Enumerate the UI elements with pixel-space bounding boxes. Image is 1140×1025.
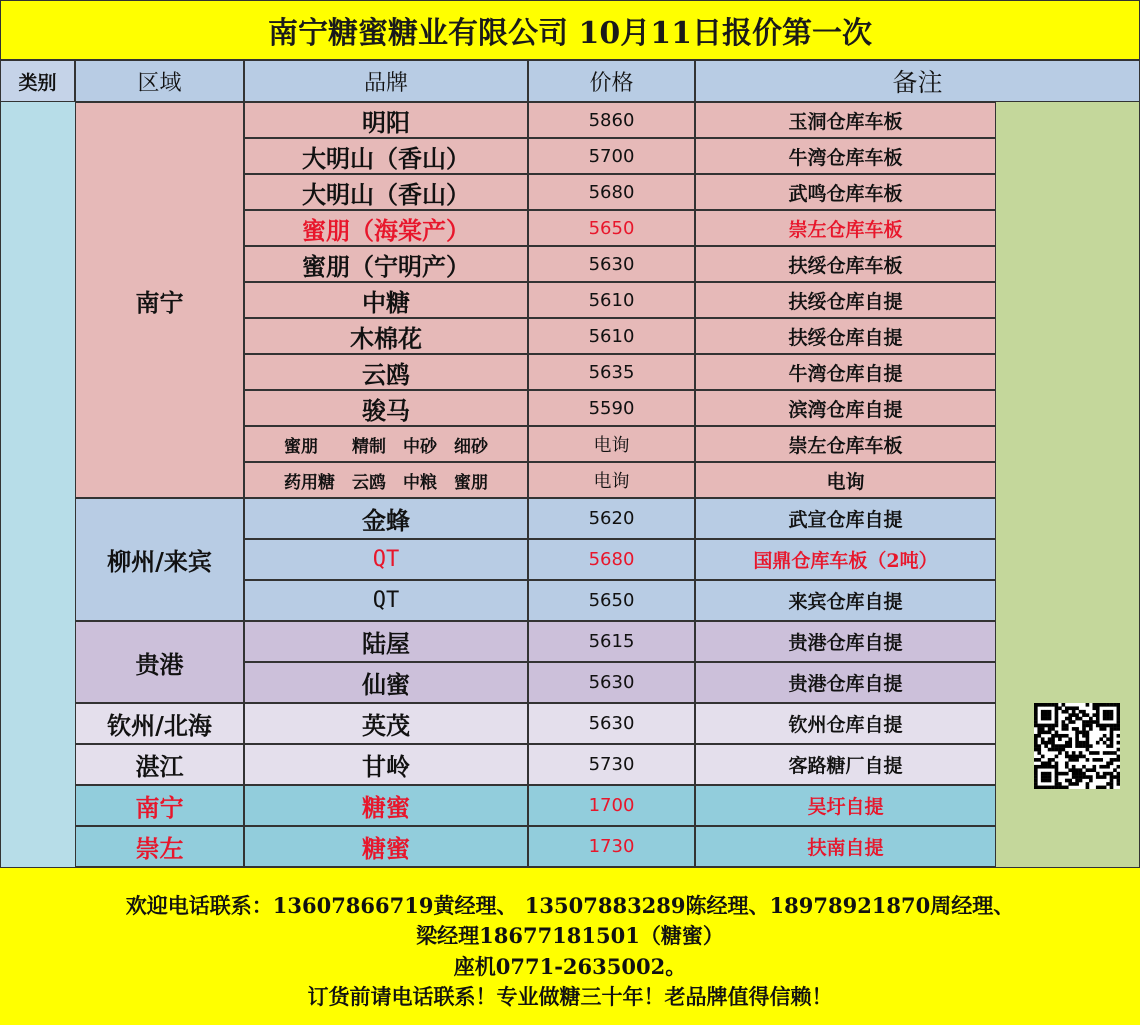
contact-footer xyxy=(0,867,1140,1025)
brand-cell: 陆屋 xyxy=(244,621,528,662)
header-note: 备注 xyxy=(695,60,1140,102)
note-cell: 电询 xyxy=(695,462,996,498)
brand-cell: 云鸥 xyxy=(244,354,528,390)
brand-cell: QT xyxy=(244,539,528,580)
price-cell: 5680 xyxy=(528,539,695,580)
price-cell: 5700 xyxy=(528,138,695,174)
contact-phones: 欢迎电话联系：13607866719黄经理、 13507883289陈经理、18978921870周经理、 xyxy=(125,893,1015,918)
brand-cell: 甘岭 xyxy=(244,744,528,785)
note-cell: 贵港仓库自提 xyxy=(695,662,996,703)
note-cell: 玉洞仓库车板 xyxy=(695,102,996,138)
price-cell: 电询 xyxy=(528,462,695,498)
brand-cell: 糖蜜 xyxy=(244,826,528,867)
price-cell: 5730 xyxy=(528,744,695,785)
header-brand: 品牌 xyxy=(244,60,528,102)
brand-cell: 大明山（香山） xyxy=(244,138,528,174)
qr-code-icon xyxy=(1034,703,1120,789)
price-cell: 5630 xyxy=(528,703,695,744)
slogan: 订货前请电话联系！专业做糖三十年！老品牌值得信赖！ xyxy=(307,984,833,1009)
note-cell: 扶绥仓库车板 xyxy=(695,246,996,282)
note-cell: 国鼎仓库车板（2吨） xyxy=(695,539,996,580)
price-cell: 5615 xyxy=(528,621,695,662)
brand-cell: 大明山（香山） xyxy=(244,174,528,210)
header-category: 类别 xyxy=(0,60,75,102)
page-title: 南宁糖蜜糖业有限公司 10月11日报价第一次 xyxy=(0,0,1140,60)
region-cell: 南宁 xyxy=(75,102,244,498)
region-cell: 柳州/来宾 xyxy=(75,498,244,621)
brand-cell: 蜜朋（海棠产） xyxy=(244,210,528,246)
price-cell: 5860 xyxy=(528,102,695,138)
brand-cell: 仙蜜 xyxy=(244,662,528,703)
price-cell: 5650 xyxy=(528,210,695,246)
price-cell: 5630 xyxy=(528,246,695,282)
note-cell: 滨湾仓库自提 xyxy=(695,390,996,426)
note-cell: 客路糖厂自提 xyxy=(695,744,996,785)
region-cell: 钦州/北海 xyxy=(75,703,244,744)
brand-cell: QT xyxy=(244,580,528,621)
note-cell: 贵港仓库自提 xyxy=(695,621,996,662)
brand-cell: 木棉花 xyxy=(244,318,528,354)
price-cell: 1730 xyxy=(528,826,695,867)
region-cell: 南宁 xyxy=(75,785,244,826)
price-cell: 5620 xyxy=(528,498,695,539)
price-cell: 5610 xyxy=(528,282,695,318)
region-cell: 湛江 xyxy=(75,744,244,785)
note-cell: 牛湾仓库自提 xyxy=(695,354,996,390)
header-price: 价格 xyxy=(528,60,695,102)
note-cell: 武宣仓库自提 xyxy=(695,498,996,539)
brand-cell: 骏马 xyxy=(244,390,528,426)
note-cell: 崇左仓库车板 xyxy=(695,210,996,246)
brand-cell: 药用糖 云鸥 中粮 蜜朋 xyxy=(244,462,528,498)
note-cell: 崇左仓库车板 xyxy=(695,426,996,462)
price-cell: 电询 xyxy=(528,426,695,462)
note-cell: 钦州仓库自提 xyxy=(695,703,996,744)
brand-cell: 糖蜜 xyxy=(244,785,528,826)
note-cell: 来宾仓库自提 xyxy=(695,580,996,621)
price-cell: 5590 xyxy=(528,390,695,426)
category-column xyxy=(0,102,75,867)
price-cell: 5650 xyxy=(528,580,695,621)
region-cell: 崇左 xyxy=(75,826,244,867)
brand-cell: 金蜂 xyxy=(244,498,528,539)
note-cell: 扶绥仓库自提 xyxy=(695,282,996,318)
price-cell: 5610 xyxy=(528,318,695,354)
price-cell: 5680 xyxy=(528,174,695,210)
header-region: 区域 xyxy=(75,60,244,102)
brand-cell: 蜜朋 精制 中砂 细砂 xyxy=(244,426,528,462)
note-cell: 扶南自提 xyxy=(695,826,996,867)
brand-cell: 中糖 xyxy=(244,282,528,318)
contact-molasses: 梁经理18677181501（糖蜜） xyxy=(416,923,724,948)
note-cell: 扶绥仓库自提 xyxy=(695,318,996,354)
brand-cell: 蜜朋（宁明产） xyxy=(244,246,528,282)
brand-cell: 英茂 xyxy=(244,703,528,744)
note-cell: 武鸣仓库车板 xyxy=(695,174,996,210)
price-cell: 1700 xyxy=(528,785,695,826)
brand-cell: 明阳 xyxy=(244,102,528,138)
contact-landline: 座机0771-2635002。 xyxy=(453,954,687,979)
price-cell: 5635 xyxy=(528,354,695,390)
note-cell: 牛湾仓库车板 xyxy=(695,138,996,174)
note-cell: 吴圩自提 xyxy=(695,785,996,826)
region-cell: 贵港 xyxy=(75,621,244,703)
price-cell: 5630 xyxy=(528,662,695,703)
